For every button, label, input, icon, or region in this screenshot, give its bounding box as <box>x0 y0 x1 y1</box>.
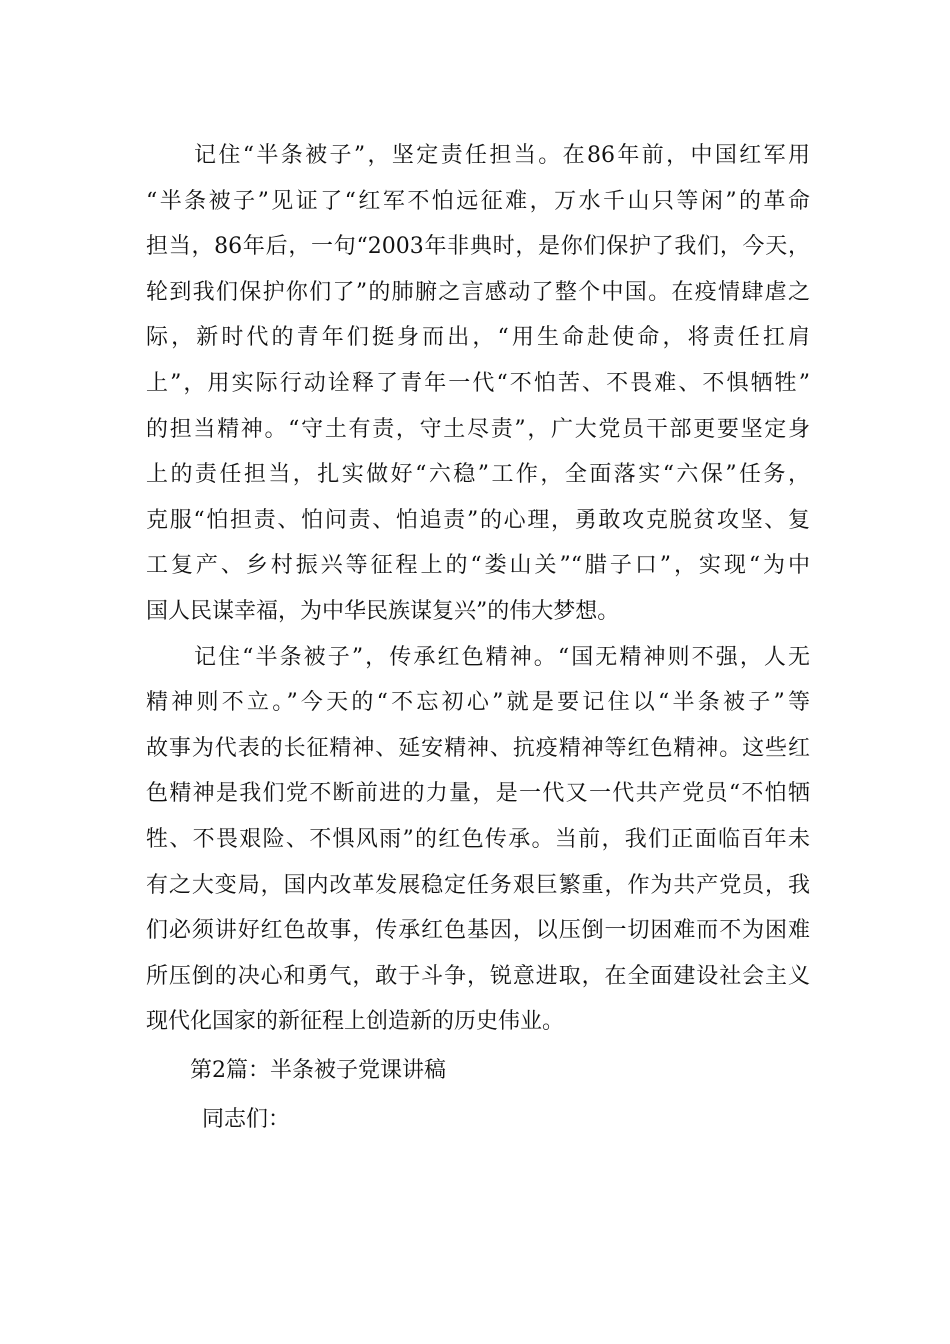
paragraph-red-spirit <box>146 635 810 1045</box>
paragraph-line: 有之大变局，国内改革发展稳定任务艰巨繁重，作为共产党员，我 <box>146 872 810 898</box>
paragraph-line: 所压倒的决心和勇气，敢于斗争，锐意进取，在全面建设社会主义 <box>146 963 810 989</box>
paragraph-responsibility <box>146 133 810 635</box>
paragraph-line: 现代化国家的新征程上创造新的历史伟业。 <box>146 1009 565 1035</box>
paragraph-line: “半条被子”见证了“红军不怕远征难，万水千山只等闲”的革命 <box>146 188 810 214</box>
paragraph-line: 精神则不立。”今天的“不忘初心”就是要记住以“半条被子”等 <box>146 690 810 716</box>
paragraph-line: 上”，用实际行动诠释了青年一代“不怕苦、不畏难、不惧牺牲” <box>146 370 810 396</box>
document-body <box>146 133 810 1143</box>
paragraph-line: 克服“怕担责、怕问责、怕追责”的心理，勇敢攻克脱贫攻坚、复 <box>146 507 810 533</box>
paragraph-line: 际，新时代的青年们挺身而出，“用生命赴使命，将责任扛肩 <box>146 325 810 351</box>
paragraph-line: 故事为代表的长征精神、延安精神、抗疫精神等红色精神。这些红 <box>146 735 810 761</box>
paragraph-line: 色精神是我们党不断前进的力量，是一代又一代共产党员“不怕牺 <box>146 781 810 807</box>
paragraph-line: 的担当精神。“守土有责，守土尽责”，广大党员干部更要坚定身 <box>146 416 810 442</box>
paragraph-line: 工复产、乡村振兴等征程上的“娄山关”“腊子口”，实现“为中 <box>146 553 810 579</box>
speech-greeting: 同志们： <box>202 1107 291 1133</box>
section-heading: 第2篇：半条被子党课讲稿 <box>190 1057 446 1083</box>
paragraph-line: 记住“半条被子”，传承红色精神。“国无精神则不强，人无 <box>194 644 810 670</box>
paragraph-line: 轮到我们保护你们了”的肺腑之言感动了整个中国。在疫情肆虐之 <box>146 279 810 305</box>
paragraph-line: 上的责任担当，扎实做好“六稳”工作，全面落实“六保”任务， <box>146 462 810 488</box>
paragraph-line: 们必须讲好红色故事，传承红色基因，以压倒一切困难而不为困难 <box>146 918 810 944</box>
paragraph-line: 记住“半条被子”，坚定责任担当。在86年前，中国红军用 <box>194 143 810 168</box>
paragraph-line: 担当，86年后，一句“2003年非典时，是你们保护了我们，今天， <box>146 234 810 260</box>
paragraph-line: 国人民谋幸福，为中华民族谋复兴”的伟大梦想。 <box>146 598 620 624</box>
paragraph-line: 牲、不畏艰险、不惧风雨”的红色传承。当前，我们正面临百年未 <box>146 826 810 852</box>
